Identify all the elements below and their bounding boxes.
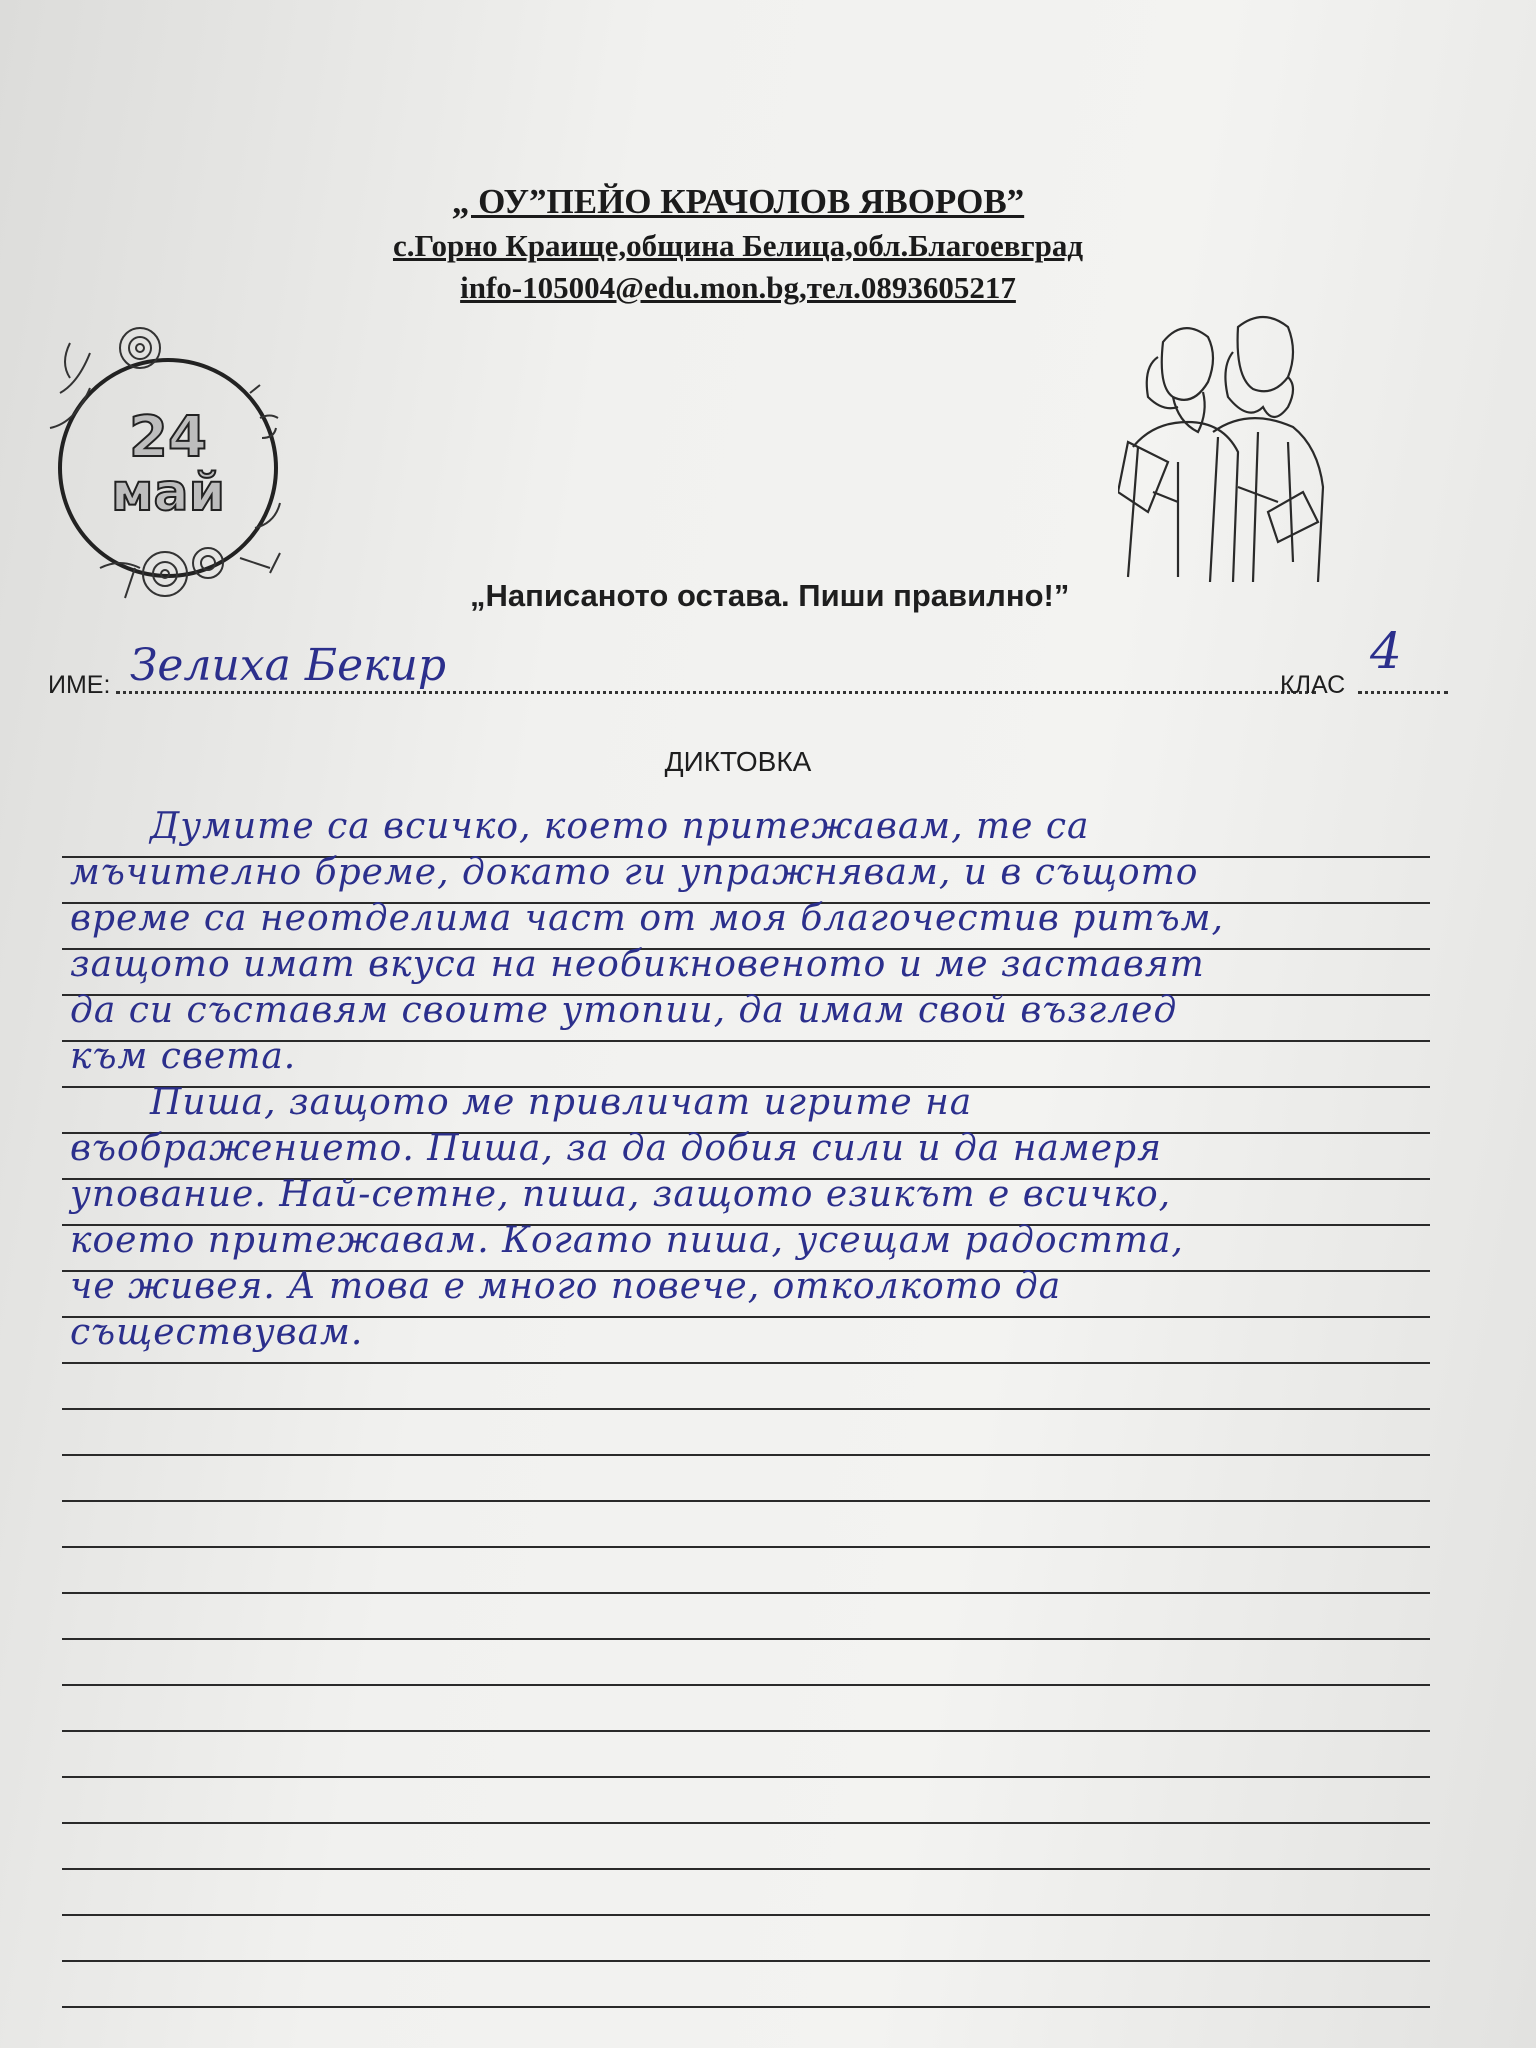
name-label: ИМЕ: xyxy=(48,671,111,699)
may-24-wreath-badge xyxy=(40,318,300,618)
rule-line xyxy=(62,1776,1430,1778)
name-dotted-line xyxy=(116,691,1316,694)
rule-line xyxy=(62,1684,1430,1686)
badge-month: май xyxy=(110,463,226,523)
dictation-line: време са неотделима част от моя благочестив ритъм, xyxy=(70,898,1224,939)
rule-line xyxy=(62,1546,1430,1548)
rule-line xyxy=(62,1592,1430,1594)
school-name: „ ОУ”ПЕЙО КРАЧОЛОВ ЯВОРОВ” xyxy=(451,182,1025,221)
badge-day: 24 xyxy=(129,405,207,470)
saints-illustration xyxy=(1118,312,1336,582)
wreath-icon xyxy=(40,318,300,618)
dictation-line: съществувам. xyxy=(70,1312,364,1353)
dictation-line: упование. Най-сетне, пиша, защото езикът е всичко, xyxy=(70,1174,1172,1215)
class-number: 4 xyxy=(1370,622,1402,680)
dictation-line: да си съставям своите утопии, да имам свой възглед xyxy=(70,990,1178,1031)
rule-line xyxy=(62,1638,1430,1640)
rule-line xyxy=(62,1730,1430,1732)
dictation-line: защото имат вкуса на необикновеното и ме заставят xyxy=(70,944,1205,985)
saints-cyril-methodius-icon xyxy=(1118,312,1336,582)
rule-line xyxy=(62,1500,1430,1502)
dictation-line: мъчително бреме, докато ги упражнявам, и в същото xyxy=(70,852,1199,893)
rule-line xyxy=(62,1454,1430,1456)
rule-line xyxy=(62,2006,1430,2008)
dictation-line: Думите са всичко, което притежавам, те са xyxy=(150,806,1090,847)
dictation-title: ДИКТОВКА xyxy=(664,746,812,777)
dictation-line: Пиша, защото ме привличат игрите на xyxy=(150,1082,973,1123)
class-dotted-line xyxy=(1358,691,1448,694)
rule-line xyxy=(62,1914,1430,1916)
dictation-line: въображението. Пиша, за да добия сили и да намеря xyxy=(70,1128,1162,1169)
rule-line xyxy=(62,1822,1430,1824)
motto: „Написаното остава. Пиши правилно!” xyxy=(470,578,1070,613)
rule-line xyxy=(62,1408,1430,1410)
dictation-line: че живея. А това е много повече, отколкото да xyxy=(70,1266,1062,1307)
rule-line xyxy=(62,1362,1430,1364)
school-address: с.Горно Краище,община Белица,обл.Благоевград xyxy=(392,228,1084,263)
dictation-line: което притежавам. Когато пиша, усещам радостта, xyxy=(70,1220,1184,1261)
student-name: Зелиха Бекир xyxy=(130,640,446,691)
dictation-line: към света. xyxy=(70,1036,297,1077)
rule-line xyxy=(62,1868,1430,1870)
rule-line xyxy=(62,1960,1430,1962)
class-label: КЛАС xyxy=(1280,671,1346,699)
school-contact: info-105004@edu.mon.bg,тел.0893605217 xyxy=(460,270,1016,305)
